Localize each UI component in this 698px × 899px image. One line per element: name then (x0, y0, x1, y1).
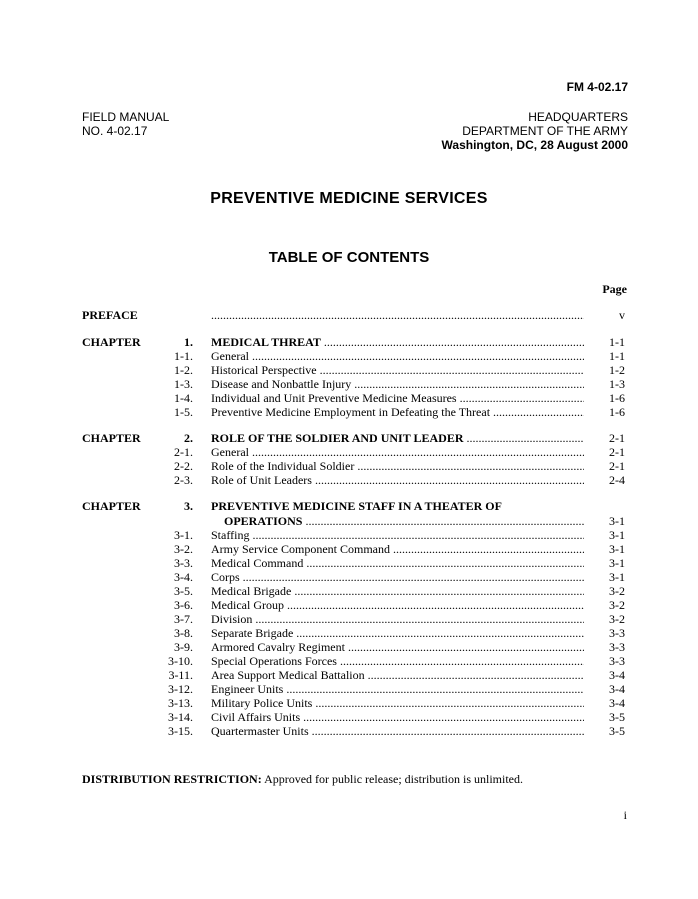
section-page: 3-2 (609, 612, 625, 626)
toc-section-row[interactable] (0, 391, 698, 405)
section-title: Disease and Nonbattle Injury ..... (211, 377, 584, 391)
chapter-title: PREVENTIVE MEDICINE STAFF IN A THEATER OF (211, 499, 502, 513)
section-page: 3-5 (609, 724, 625, 738)
section-title: Engineer Units ..... (211, 682, 584, 696)
chapter-label: CHAPTER (82, 431, 141, 445)
preface-label: PREFACE (82, 308, 138, 322)
chapter-number: 3. (184, 499, 193, 513)
toc-section-row[interactable] (0, 584, 698, 598)
toc-chapter-row[interactable] (0, 431, 698, 445)
preface-leader (211, 308, 584, 322)
section-number: 3-4. (174, 570, 193, 584)
toc-chapter-row-cont[interactable] (0, 514, 698, 528)
section-page: 3-1 (609, 542, 625, 556)
section-number: 2-1. (174, 445, 193, 459)
chapter-number: 1. (184, 335, 193, 349)
section-number: 3-2. (174, 542, 193, 556)
section-page: 3-3 (609, 640, 625, 654)
section-number: 2-2. (174, 459, 193, 473)
section-page: 1-1 (609, 349, 625, 363)
section-title: Division ..... (211, 612, 584, 626)
toc-section-row[interactable] (0, 682, 698, 696)
section-number: 3-9. (174, 640, 193, 654)
section-title: Medical Command ..... (211, 556, 584, 570)
chapter-label: CHAPTER (82, 335, 141, 349)
section-title: Armored Cavalry Regiment ..... (211, 640, 584, 654)
section-number: 3-6. (174, 598, 193, 612)
section-title: General ..... (211, 349, 584, 363)
section-page: 1-6 (609, 391, 625, 405)
chapter-page: 2-1 (609, 431, 625, 445)
section-page: 2-1 (609, 459, 625, 473)
section-page: 3-2 (609, 598, 625, 612)
publication-date: Washington, DC, 28 August 2000 (441, 138, 628, 152)
chapter-number: 2. (184, 431, 193, 445)
section-page: 3-1 (609, 570, 625, 584)
preface-page: v (619, 308, 625, 322)
toc-chapter-row[interactable] (0, 499, 698, 513)
section-page: 3-1 (609, 528, 625, 542)
section-page: 2-4 (609, 473, 625, 487)
section-page: 1-3 (609, 377, 625, 391)
section-title: Preventive Medicine Employment in Defeating the Threat ..... (211, 405, 584, 419)
headquarters-block (442, 110, 628, 152)
section-number: 3-3. (174, 556, 193, 570)
section-number: 2-3. (174, 473, 193, 487)
headquarters-label: HEADQUARTERS (528, 110, 628, 124)
section-title: Medical Group ..... (211, 598, 584, 612)
toc-section-row[interactable] (0, 405, 698, 419)
section-number: 3-14. (168, 710, 193, 724)
toc-section-row[interactable] (0, 473, 698, 487)
section-page: 3-3 (609, 654, 625, 668)
section-title: Individual and Unit Preventive Medicine Measures ..... (211, 391, 584, 405)
distribution-label: DISTRIBUTION RESTRICTION: (82, 772, 262, 786)
section-page: 1-6 (609, 405, 625, 419)
toc-section-row[interactable] (0, 542, 698, 556)
toc-section-row[interactable] (0, 626, 698, 640)
section-number: 3-7. (174, 612, 193, 626)
toc-section-row[interactable] (0, 556, 698, 570)
toc-section-row[interactable] (0, 654, 698, 668)
section-number: 3-5. (174, 584, 193, 598)
toc-section-row[interactable] (0, 696, 698, 710)
section-title: Special Operations Forces ..... (211, 654, 584, 668)
chapter-page: 3-1 (609, 514, 625, 528)
chapter-title: MEDICAL THREAT ..... (211, 335, 584, 349)
toc-section-row[interactable] (0, 445, 698, 459)
toc-section-row[interactable] (0, 349, 698, 363)
toc-section-row[interactable] (0, 612, 698, 626)
distribution-text: Approved for public release; distribution is unlimited. (264, 772, 524, 786)
section-page: 1-2 (609, 363, 625, 377)
section-page: 3-4 (609, 668, 625, 682)
toc-section-row[interactable] (0, 640, 698, 654)
section-page: 3-5 (609, 710, 625, 724)
section-number: 1-1. (174, 349, 193, 363)
section-number: 3-8. (174, 626, 193, 640)
section-number: 3-12. (168, 682, 193, 696)
field-manual-block (82, 110, 169, 138)
section-title: Army Service Component Command ..... (211, 542, 584, 556)
toc-preface-row[interactable] (0, 308, 698, 322)
document-title: PREVENTIVE MEDICINE SERVICES (210, 190, 488, 207)
department-label: DEPARTMENT OF THE ARMY (462, 124, 628, 138)
section-title: Quartermaster Units ..... (211, 724, 584, 738)
toc-title: TABLE OF CONTENTS (268, 249, 430, 266)
chapter-label: CHAPTER (82, 499, 141, 513)
toc-section-row[interactable] (0, 710, 698, 724)
section-title: General ..... (211, 445, 584, 459)
page-number: i (623, 808, 627, 822)
section-title: Area Support Medical Battalion ..... (211, 668, 584, 682)
toc-section-row[interactable] (0, 363, 698, 377)
chapter-page: 1-1 (609, 335, 625, 349)
section-title: Historical Perspective ..... (211, 363, 584, 377)
section-number: 1-2. (174, 363, 193, 377)
section-number: 3-15. (168, 724, 193, 738)
toc-section-row[interactable] (0, 724, 698, 738)
section-title: Corps ..... (211, 570, 584, 584)
section-number: 3-11. (168, 668, 193, 682)
section-title: Medical Brigade ..... (211, 584, 584, 598)
section-title: Role of Unit Leaders ..... (211, 473, 584, 487)
section-page: 3-4 (609, 696, 625, 710)
section-title: Staffing ..... (211, 528, 584, 542)
section-page: 3-1 (609, 556, 625, 570)
toc-section-row[interactable] (0, 528, 698, 542)
toc-chapter-row[interactable] (0, 335, 698, 349)
section-number: 1-5. (174, 405, 193, 419)
section-number: 3-1. (174, 528, 193, 542)
field-manual-label: FIELD MANUAL (82, 110, 170, 124)
section-title: Civil Affairs Units ..... (211, 710, 584, 724)
section-title: Military Police Units ..... (211, 696, 584, 710)
page-column-label: Page (602, 282, 627, 296)
toc-section-row[interactable] (0, 570, 698, 584)
toc-section-row[interactable] (0, 377, 698, 391)
manual-number: NO. 4-02.17 (82, 124, 148, 138)
chapter-title: ROLE OF THE SOLDIER AND UNIT LEADER ..... (211, 431, 584, 445)
section-number: 1-4. (174, 391, 193, 405)
section-number: 3-10. (168, 654, 193, 668)
section-title: Separate Brigade ..... (211, 626, 584, 640)
section-page: 3-3 (609, 626, 625, 640)
toc-section-row[interactable] (0, 459, 698, 473)
section-page: 3-4 (609, 682, 625, 696)
toc-section-row[interactable] (0, 598, 698, 612)
section-page: 3-2 (609, 584, 625, 598)
section-title: Role of the Individual Soldier ..... (211, 459, 584, 473)
section-number: 1-3. (174, 377, 193, 391)
chapter-title-cont: OPERATIONS ..... (224, 514, 584, 528)
toc-section-row[interactable] (0, 668, 698, 682)
fm-number: FM 4-02.17 (566, 80, 628, 94)
distribution-restriction (82, 772, 523, 787)
section-page: 2-1 (609, 445, 625, 459)
section-number: 3-13. (168, 696, 193, 710)
